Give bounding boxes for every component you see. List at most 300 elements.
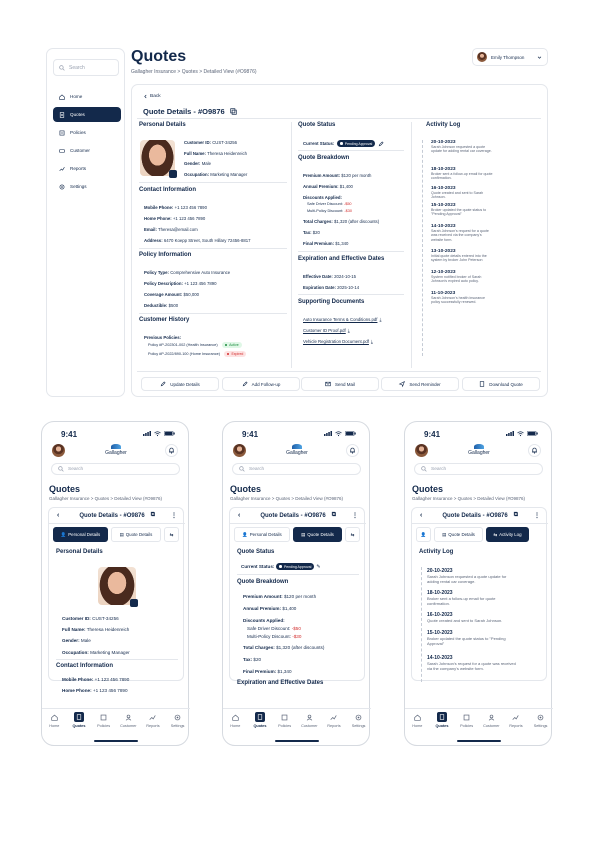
quote-header <box>230 508 366 523</box>
gallagher-logo: Gallagher <box>100 444 132 456</box>
sidebar-item-policies[interactable] <box>53 125 121 140</box>
document-link[interactable] <box>303 317 381 322</box>
search-input[interactable]: Search <box>414 463 543 475</box>
mobile-phone-value: +1 123 456 7890 <box>94 677 130 682</box>
activity-item <box>427 568 537 584</box>
tab-quote-details[interactable]: ▤ Quote Details <box>434 527 483 542</box>
sidebar-item-customer[interactable] <box>53 143 121 158</box>
annual-premium-value: $1,400 <box>339 184 353 189</box>
bell-icon <box>531 447 538 454</box>
activity-date: 20-10-2023 <box>427 568 453 574</box>
quote-title-text: Quote Details - #O9876 <box>143 107 225 116</box>
bottom-nav-reports[interactable]: Reports <box>504 712 528 738</box>
sidebar-item-home[interactable] <box>53 89 121 104</box>
bell-icon <box>349 447 356 454</box>
tab-activity-log[interactable] <box>345 527 360 542</box>
policies-icon <box>99 712 109 722</box>
bottom-nav-quotes[interactable]: Quotes <box>67 712 91 738</box>
activity-date: 16-10-2023 <box>427 612 453 618</box>
search-icon <box>421 466 427 472</box>
field-label: Tax: <box>303 230 312 235</box>
customer-id-value: CUST-34256 <box>212 140 238 145</box>
bottom-nav-customer[interactable]: Customer <box>479 712 503 738</box>
document-link[interactable] <box>303 328 350 333</box>
mobile-screen-3 <box>404 421 552 746</box>
divider <box>137 371 541 372</box>
column-divider <box>411 122 412 368</box>
customer-icon <box>304 712 314 722</box>
customer-icon <box>59 148 65 154</box>
breadcrumb[interactable]: Gallagher Insurance > Quotes > Detailed View (#O9876) <box>230 496 343 501</box>
policies-icon <box>280 712 290 722</box>
user-name: Emily Thompson <box>491 54 525 60</box>
activity-item <box>431 140 493 154</box>
annual-premium-value: $1,400 <box>282 606 297 611</box>
quote-title: Quote Details - #O9876 <box>260 512 326 519</box>
gallagher-logo: Gallagher <box>463 444 495 456</box>
send-mail-button[interactable]: Send Mail <box>301 377 379 391</box>
bottom-nav-reports[interactable]: Reports <box>141 712 165 738</box>
tab-quote-details[interactable]: ▤ Quote Details <box>111 527 161 542</box>
activity-date: 18-10-2023 <box>427 590 453 596</box>
bottom-nav-home[interactable]: Home <box>405 712 429 738</box>
status-bar-icons <box>143 431 175 436</box>
sidebar-item-label: Policies <box>70 130 86 135</box>
home-icon <box>59 94 65 100</box>
activity-date: 14-10-2023 <box>427 655 453 661</box>
policies-icon <box>59 130 65 136</box>
activity-date: 16-10-2023 <box>431 186 456 191</box>
back-button[interactable] <box>143 94 161 99</box>
multi-policy-value: -$30 <box>344 209 352 213</box>
chevron-left-icon[interactable]: ‹ <box>238 512 241 519</box>
more-icon[interactable]: ⋮ <box>171 513 177 519</box>
breadcrumb[interactable]: Gallagher Insurance > Quotes > Detailed View (#O9876) <box>412 496 525 501</box>
activity-item <box>427 590 537 606</box>
multi-policy-value: -$30 <box>292 634 302 639</box>
policies-icon <box>462 712 472 722</box>
previous-policy-item[interactable] <box>148 351 246 357</box>
wifi-icon <box>154 431 161 436</box>
document-icon <box>479 381 485 387</box>
reports-icon <box>329 712 339 722</box>
tab-quote-details[interactable]: ▤ Quote Details <box>293 527 342 542</box>
activity-text: Quote created and sent to Sarah Johnson. <box>427 618 503 623</box>
battery-icon <box>164 431 175 436</box>
field-label: Occupation: <box>184 172 210 177</box>
signal-icon <box>506 431 514 436</box>
occupation-value: Marketing Manager <box>90 650 130 655</box>
bottom-nav-policies[interactable]: Policies <box>92 712 116 738</box>
avatar[interactable] <box>52 444 65 457</box>
quotes-icon <box>59 112 65 118</box>
copy-icon[interactable]: ⧉ <box>150 512 155 518</box>
quote-header <box>49 508 185 523</box>
activity-icon: ⇆ <box>350 531 355 537</box>
section-heading-dates: Expiration and Effective Dates <box>298 256 385 262</box>
status-time: 9:41 <box>61 430 78 439</box>
settings-icon <box>59 184 65 190</box>
quote-title <box>143 107 237 116</box>
home-indicator <box>94 740 138 742</box>
back-label: Back <box>150 94 161 99</box>
search-icon <box>58 466 64 472</box>
premium-value: $120 <box>283 594 295 599</box>
divider <box>139 248 287 249</box>
activity-item <box>431 291 493 305</box>
quote-title: Quote Details - #O9876 <box>442 512 508 519</box>
status-bar-icons <box>506 431 538 436</box>
logo-mark-icon <box>111 444 121 449</box>
bottom-nav <box>42 708 190 738</box>
avatar[interactable] <box>415 444 428 457</box>
sidebar-item-label: Settings <box>70 184 87 189</box>
follow-up-icon <box>242 381 248 387</box>
bottom-nav-customer[interactable]: Customer <box>116 712 140 738</box>
user-icon: 👤 <box>420 531 427 537</box>
total-charges-value: $1,320 <box>276 645 291 650</box>
expiration-date-value: 2025-10-14 <box>337 285 360 290</box>
section-heading-breakdown: Quote Breakdown <box>298 155 350 161</box>
avatar <box>477 52 487 62</box>
activity-text: System notified broker of Sarah Johnson's expired auto policy. <box>431 275 482 284</box>
signal-icon <box>143 431 151 436</box>
divider <box>298 150 404 151</box>
activity-date: 15-10-2023 <box>427 630 453 636</box>
divider <box>56 659 178 660</box>
activity-text: Sarah Johnson's request for a quote was received via the company's website form. <box>431 229 489 242</box>
edit-icon <box>160 381 166 387</box>
activity-text: Quote created and sent to Sarah Johnson. <box>431 191 484 200</box>
bottom-nav-quotes[interactable]: Quotes <box>248 712 272 738</box>
email-value: Theresa@email.com <box>158 227 198 232</box>
page-title: Quotes <box>412 484 444 494</box>
activity-date: 15-10-2023 <box>431 203 456 208</box>
bottom-nav-customer[interactable]: Customer <box>297 712 321 738</box>
quote-details-card <box>411 507 547 681</box>
customer-id-value: CUST-34256 <box>92 616 119 621</box>
status-time: 9:41 <box>242 430 259 439</box>
bottom-nav-home[interactable]: Home <box>223 712 247 738</box>
field-label: Address: <box>144 238 163 243</box>
activity-date: 11-10-2023 <box>431 291 456 296</box>
tab-activity-log[interactable] <box>164 527 179 542</box>
activity-item <box>431 186 493 200</box>
policy-description-value: +1 123 456 7890 <box>184 281 217 286</box>
premium-value: $120 <box>341 173 351 178</box>
logo-mark-icon <box>292 444 302 449</box>
breadcrumb[interactable]: Gallagher Insurance > Quotes > Detailed View (#O9876) <box>131 69 257 75</box>
activity-item <box>427 630 537 646</box>
policy-text: Policy #P-2022/890-100 (Home Insurance) <box>148 352 220 356</box>
timeline-line <box>422 140 423 356</box>
notification-button[interactable] <box>528 444 541 457</box>
home-icon <box>412 712 422 722</box>
divider <box>139 313 287 314</box>
total-suffix: (after discounts) <box>348 219 380 224</box>
section-heading-dates: Expiration and Effective Dates <box>237 680 324 686</box>
activity-text: Sarah Johnson requested a quote update for adding rental car coverage. <box>427 574 507 584</box>
add-follow-up-button[interactable]: Add Follow-up <box>222 377 300 391</box>
activity-text: Sarah Johnson requested a quote update for adding rental car coverage. <box>431 145 492 154</box>
bottom-nav <box>223 708 371 738</box>
copy-icon[interactable]: ⧉ <box>331 512 336 518</box>
section-heading-contact: Contact Information <box>56 663 113 669</box>
section-heading-activity: Activity Log <box>419 549 454 555</box>
activity-text: Broker sent a follow-up email for quote confirmation. <box>431 172 493 181</box>
previous-policy-item[interactable] <box>148 342 242 348</box>
update-details-button[interactable]: Update Details <box>141 377 219 391</box>
battery-icon <box>345 431 356 436</box>
activity-text: Sarah Johnson's health insurance policy successfully renewed. <box>431 296 486 305</box>
activity-text: Initial quote details entered into the system by broker John Peterson <box>431 254 487 263</box>
customer-icon <box>123 712 133 722</box>
settings-icon <box>354 712 364 722</box>
bell-icon <box>168 447 175 454</box>
sidebar-search-input[interactable] <box>53 59 119 76</box>
total-charges-value: $1,320 <box>333 219 348 224</box>
send-reminder-button[interactable]: Send Reminder <box>381 377 459 391</box>
bottom-nav-policies[interactable]: Policies <box>455 712 479 738</box>
user-menu[interactable] <box>472 48 548 66</box>
download-icon[interactable]: ⤓ <box>370 339 373 344</box>
detail-tabs <box>234 527 360 542</box>
full-name-value: Theresa Heidenreich <box>207 151 247 156</box>
document-icon: ▤ <box>119 531 124 537</box>
deductible-value: $500 <box>168 303 179 308</box>
activity-text: Broker sent a follow-up email for quote confirmation. <box>427 596 496 606</box>
premium-suffix: per month <box>352 173 372 178</box>
sidebar-item-settings[interactable] <box>53 179 121 194</box>
divider <box>137 118 541 119</box>
section-heading-personal: Personal Details <box>56 549 103 555</box>
section-heading-status: Quote Status <box>298 122 336 128</box>
customer-icon <box>486 712 496 722</box>
gender-value: Male <box>80 638 91 643</box>
safe-driver-value: -$50 <box>291 626 301 631</box>
tab-personal-details[interactable] <box>416 527 431 542</box>
tax-value: $20 <box>253 657 262 662</box>
bottom-nav-settings[interactable]: Settings <box>347 712 371 738</box>
activity-icon: ⇆ <box>493 531 498 537</box>
activity-item <box>427 655 537 671</box>
reports-icon <box>511 712 521 722</box>
bottom-nav-settings[interactable]: Settings <box>166 712 190 738</box>
activity-item <box>431 249 493 263</box>
mobile-screen-1 <box>41 421 189 746</box>
section-heading-contact: Contact Information <box>139 187 196 193</box>
activity-date: 14-10-2023 <box>431 224 456 229</box>
section-heading-history: Customer History <box>139 317 190 323</box>
chevron-left-icon[interactable]: ‹ <box>57 512 60 519</box>
more-icon[interactable]: ⋮ <box>534 513 540 519</box>
download-quote-button[interactable]: Download Quote <box>462 377 540 391</box>
user-icon: 👤 <box>60 531 67 537</box>
sidebar-item-quotes[interactable] <box>53 107 121 122</box>
section-heading-status: Quote Status <box>237 549 275 555</box>
divider <box>298 294 404 295</box>
field-label: Premium Amount: <box>303 173 341 178</box>
page-title: Quotes <box>49 484 81 494</box>
search-placeholder: Search <box>69 64 85 71</box>
copy-icon[interactable]: ⧉ <box>513 512 518 518</box>
tax-value: $20 <box>312 230 320 235</box>
download-icon[interactable]: ⤓ <box>347 328 350 333</box>
document-name: Auto Insurance Terms & Conditions.pdf <box>303 317 378 322</box>
activity-text: Sarah Johnson's request for a quote was received via the company's website form. <box>427 661 516 671</box>
sidebar-item-label: Quotes <box>70 112 85 117</box>
bottom-nav-home[interactable]: Home <box>42 712 66 738</box>
desktop-sidebar <box>46 48 125 397</box>
current-status-row: Current Status: Pending Approval ✎ <box>241 563 321 570</box>
section-heading-activity: Activity Log <box>426 122 461 128</box>
activity-icon: ⇆ <box>169 531 174 537</box>
tab-personal-details[interactable]: 👤 Personal Details <box>53 527 108 542</box>
safe-driver-value: -$50 <box>343 202 352 206</box>
divider <box>139 182 287 183</box>
settings-icon <box>536 712 546 722</box>
activity-item <box>431 167 493 181</box>
home-phone-value: +1 123 456 7890 <box>172 216 206 221</box>
field-label: Expiration Date: <box>303 285 336 290</box>
copy-icon[interactable] <box>230 108 237 115</box>
quote-details-card: ‹ Quote Details - #O9876 ⧉ ⋮ 👤 Personal Details ▤ Quote Details ⇆ Quote Status Current Status: Pending Approval ✎ Quote Breakdown Premium Amount: $120 per month Annual Premium: $1,400 Discounts Applied: Safe Driver Discount: -$50 Multi-Policy Discount: -$30 Total Charges: $1,320 (after discounts) Tax: $20 Final Premium: $1,340 Expiration and Effective Dates <box>229 507 365 681</box>
timeline-line <box>421 567 422 682</box>
current-status-row <box>303 140 384 147</box>
field-label: Annual Premium: <box>303 184 339 189</box>
status-bar-icons <box>324 431 356 436</box>
avatar[interactable] <box>233 444 246 457</box>
divider <box>49 523 185 524</box>
column-divider <box>291 122 292 368</box>
chevron-left-icon <box>143 94 148 99</box>
field-label: Home Phone: <box>144 216 172 221</box>
signal-icon <box>324 431 332 436</box>
reminder-icon <box>399 381 405 387</box>
home-indicator <box>275 740 319 742</box>
coverage-amount-value: $50,000 <box>183 292 200 297</box>
activity-item <box>431 203 493 217</box>
status-badge-pending: Pending Approval <box>337 140 375 147</box>
full-name-value: Theresa Heidenreich <box>86 627 130 632</box>
edit-photo-icon[interactable] <box>169 170 177 178</box>
detail-tabs <box>416 527 529 542</box>
field-label: Mobile Phone: <box>144 205 174 210</box>
gender-value: Male <box>201 161 212 166</box>
search-icon <box>59 65 65 71</box>
field-label: Current Status: <box>303 141 335 146</box>
bottom-nav-settings[interactable]: Settings <box>529 712 553 738</box>
tab-activity-log[interactable]: ⇆ Activity Log <box>486 527 529 542</box>
field-label: Total Charges: <box>303 219 333 224</box>
discounts-label: Discounts Applied: <box>243 618 285 623</box>
document-link[interactable] <box>303 339 373 344</box>
wifi-icon <box>335 431 342 436</box>
reports-icon <box>59 166 65 172</box>
document-name: Customer ID Proof.pdf <box>303 328 346 333</box>
notification-button[interactable] <box>165 444 178 457</box>
section-heading-breakdown: Quote Breakdown <box>237 579 289 585</box>
final-premium-value: $1,340 <box>277 669 292 674</box>
reports-icon <box>148 712 158 722</box>
policy-text: Policy #P-202301-002 (Health Insurance) <box>148 343 218 347</box>
home-indicator <box>457 740 501 742</box>
more-icon[interactable]: ⋮ <box>352 513 358 519</box>
search-input[interactable]: Search <box>232 463 361 475</box>
sidebar-item-reports[interactable] <box>53 161 121 176</box>
status-badge-expired: Expired <box>224 351 246 357</box>
section-heading-policy: Policy Information <box>139 252 192 258</box>
field-label: Gender: <box>184 161 201 166</box>
final-premium-value: $1,340 <box>335 241 349 246</box>
quote-header <box>412 508 548 523</box>
bottom-nav-reports[interactable]: Reports <box>322 712 346 738</box>
quote-details-card: ‹ Quote Details - #O9876 ⧉ ⋮ 👤 Personal Details ▤ Quote Details ⇆ Personal Details Customer ID: CUST-34256 Full Name: Theresa Heidenreich Gender: Male Occupation: Marketing Manager Contact Information Mobile Phone: +1 123 456 7890 Home Phone: +1 123 456 7890 <box>48 507 184 681</box>
tab-personal-details[interactable]: 👤 Personal Details <box>234 527 290 542</box>
battery-icon <box>527 431 538 436</box>
quotes-icon <box>255 712 265 722</box>
sidebar-item-label: Reports <box>70 166 87 171</box>
page-title: Quotes <box>230 484 262 494</box>
field-label: Final Premium: <box>303 241 335 246</box>
notification-button[interactable] <box>346 444 359 457</box>
divider <box>298 251 404 252</box>
search-input[interactable]: Search <box>51 463 180 475</box>
section-heading-personal: Personal Details <box>139 122 186 128</box>
status-time: 9:41 <box>424 430 441 439</box>
field-label: Effective Date: <box>303 274 333 279</box>
field-label: Deductible: <box>144 303 168 308</box>
user-icon: 👤 <box>242 531 248 537</box>
sidebar-item-label: Customer <box>70 148 90 153</box>
discounts-label: Discounts Applied: <box>303 195 342 200</box>
settings-icon <box>173 712 183 722</box>
activity-text: Broker updated the quote status to "Pending Approval" <box>427 636 506 646</box>
download-icon[interactable]: ⤓ <box>379 317 382 322</box>
home-phone-value: +1 123 456 7890 <box>92 688 128 693</box>
status-badge-active: Active <box>222 342 242 348</box>
field-label: Coverage Amount: <box>144 292 183 297</box>
divider <box>237 574 359 575</box>
edit-photo-icon[interactable] <box>130 599 138 607</box>
mobile-screen-2 <box>222 421 370 746</box>
chevron-down-icon <box>537 55 542 60</box>
breadcrumb[interactable]: Gallagher Insurance > Quotes > Detailed View (#O9876) <box>49 496 162 501</box>
sidebar-item-label: Home <box>70 94 83 99</box>
mobile-phone-value: +1 123 456 7890 <box>174 205 207 210</box>
divider <box>412 523 548 524</box>
policy-type-value: Comprehensive Auto Insurance <box>170 270 231 275</box>
quotes-icon <box>437 712 447 722</box>
occupation-value: Marketing Manager <box>210 172 248 177</box>
activity-text: Broker updated the quote status to "Pending Approval" <box>431 208 487 217</box>
logo-mark-icon <box>474 444 484 449</box>
activity-date: 13-10-2023 <box>431 249 456 254</box>
divider <box>230 523 366 524</box>
edit-icon[interactable]: ✎ <box>316 563 321 570</box>
document-icon: ▤ <box>301 531 306 537</box>
home-icon <box>49 712 59 722</box>
field-label: Email: <box>144 227 157 232</box>
bottom-nav <box>405 708 553 738</box>
bottom-nav-quotes[interactable]: Quotes <box>430 712 454 738</box>
chevron-left-icon[interactable]: ‹ <box>420 512 423 519</box>
edit-icon[interactable] <box>378 141 384 147</box>
bottom-nav-policies[interactable]: Policies <box>273 712 297 738</box>
section-heading-documents: Supporting Documents <box>298 299 365 305</box>
previous-policies-label: Previous Policies: <box>144 335 182 340</box>
activity-item <box>427 612 537 623</box>
